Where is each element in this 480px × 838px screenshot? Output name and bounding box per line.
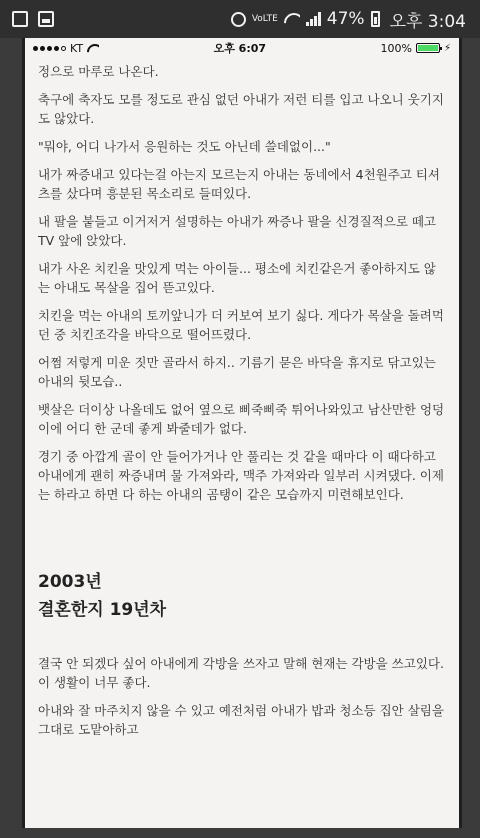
screen-record-icon (12, 11, 28, 27)
battery-icon (416, 43, 440, 53)
volte-label: VoLTE (251, 14, 278, 24)
paragraph: 내가 사온 치킨을 맛있게 먹는 아이들... 평소에 치킨같은거 좋아하지도 않는 아내도 목살을 집어 뜯고있다. (38, 261, 436, 295)
paragraph: 내가 짜증내고 있다는걸 아는지 모르는지 아내는 동네에서 4천원주고 티셔츠를 샀다며 흥분된 목소리로 들떠있다. (38, 167, 440, 201)
section-heading (38, 568, 446, 624)
section-subtitle: 결혼한지 19년차 (38, 600, 167, 620)
paragraph: 축구에 축자도 모를 정도로 관심 없던 아내가 저런 티를 입고 나오니 웃기지도 않았다. (38, 92, 444, 126)
ios-battery-percent: 100% (380, 41, 412, 55)
paragraph: 내 팔을 붙들고 이거저거 설명하는 아내가 짜증나 팔을 신경질적으로 떼고 TV 앞에 앉았다. (38, 214, 437, 248)
paragraph: 정으로 마루로 나온다. (38, 64, 159, 79)
paragraph: 뱃살은 더이상 나올데도 없어 옆으로 삐죽삐죽 튀어나와있고 남산만한 엉덩이에 어디 한 군데 좋게 봐줄데가 없다. (38, 402, 445, 436)
signal-icon (306, 12, 321, 26)
alarm-icon (231, 12, 246, 27)
paragraph: 어쩜 저렇게 미운 짓만 골라서 하지.. 기름기 묻은 바닥을 휴지로 닦고있는 아내의 뒷모습.. (38, 355, 436, 389)
paragraph: 치킨을 먹는 아내의 토끼앞니가 더 커보여 보기 싫다. 게다가 목살을 돌려먹던 중 치킨조각을 바닥으로 떨어뜨렸다. (38, 308, 444, 342)
section-year: 2003년 (38, 572, 102, 592)
battery-percent: 47% (326, 9, 365, 29)
battery-icon (371, 11, 380, 27)
article-body (25, 58, 459, 739)
bolt-icon: ⚡ (443, 42, 451, 54)
carrier-label: KT (70, 41, 84, 55)
paragraph: 결국 안 되겠다 싶어 아내에게 각방을 쓰자고 말해 현재는 각방을 쓰고있다. 이 생활이 너무 좋다. (38, 656, 444, 690)
signal-dots-icon (33, 46, 66, 51)
ios-status-bar (25, 38, 459, 58)
paragraph: 아내와 잘 마주치지 않을 수 있고 예전처럼 아내가 밥과 청소등 집안 살림을 그대로 도맡아하고 (38, 703, 444, 737)
wifi-icon (87, 44, 99, 53)
paragraph: "뭐야, 어디 나가서 응원하는 것도 아닌데 쓸데없이..." (38, 139, 331, 154)
gallery-icon (38, 11, 54, 27)
phone-screenshot (22, 38, 462, 828)
clock: 오후 3:04 (389, 11, 466, 32)
ios-clock: 오후 6:07 (213, 42, 267, 55)
paragraph: 경기 중 아깝게 골이 안 들어가거나 안 풀리는 것 같을 때마다 이 때다하고 아내에게 괜히 짜증내며 물 가져와라, 맥주 가져와라 일부러 시켜댔다. 이제는 하라고 하면 다 하는 아내의 곰탱이 같은 모습까지 미련해보인다. (38, 449, 444, 502)
wifi-icon (284, 13, 300, 26)
android-status-bar (0, 0, 480, 38)
